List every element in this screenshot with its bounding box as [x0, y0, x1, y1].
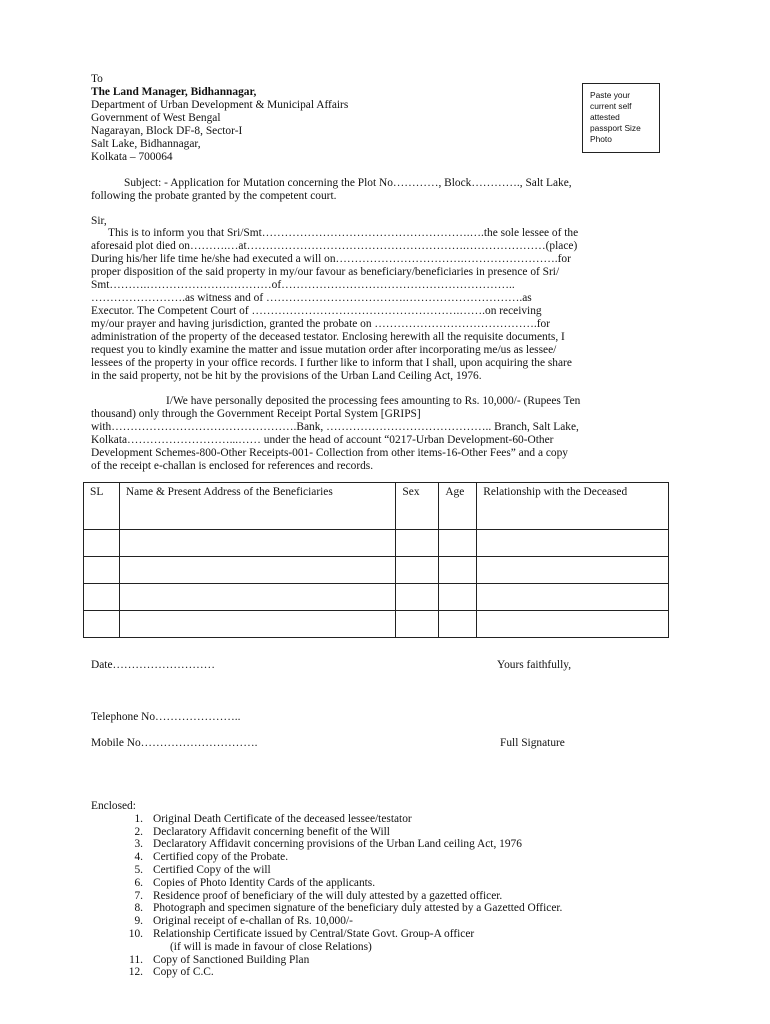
- table-cell[interactable]: [119, 611, 396, 638]
- paragraph-line: Kolkata………………………...…… under the head of account “0217-Urban Development-60-Other: [91, 434, 554, 446]
- paragraph-line: During his/her life time he/she had executed a will on…………………………….…………………….for: [91, 253, 571, 265]
- table-cell[interactable]: [396, 584, 439, 611]
- beneficiaries-table: [83, 482, 669, 638]
- address-line: Salt Lake, Bidhannagar,: [91, 138, 201, 150]
- list-item-number: 1.: [134, 812, 143, 825]
- table-cell[interactable]: [396, 530, 439, 557]
- paragraph-line: with………………………………………….Bank, …………………………………….. Branch, Salt Lake,: [91, 421, 579, 433]
- paragraph-line: thousand) only through the Government Receipt Portal System [GRIPS]: [91, 408, 421, 420]
- list-item-text: Original Death Certificate of the deceased lessee/testator: [153, 812, 412, 825]
- list-item-text: Declaratory Affidavit concerning provisions of the Urban Land ceiling Act, 1976: [153, 838, 522, 851]
- full-signature-label: Full Signature: [500, 737, 565, 749]
- table-header-cell: Sex: [396, 483, 439, 530]
- list-item: [91, 902, 562, 915]
- address-to: To: [91, 73, 103, 85]
- paragraph-line: I/We have personally deposited the processing fees amounting to Rs. 10,000/- (Rupees Ten: [166, 395, 581, 407]
- table-cell[interactable]: [119, 584, 396, 611]
- table-cell[interactable]: [439, 530, 477, 557]
- list-item-number: 2.: [134, 825, 143, 838]
- list-item: [91, 864, 562, 877]
- table-cell[interactable]: [439, 557, 477, 584]
- list-item: [91, 813, 562, 826]
- list-item-number: 5.: [134, 863, 143, 876]
- table-cell[interactable]: [119, 557, 396, 584]
- subject-line: Subject: - Application for Mutation concerning the Plot No…………, Block…………., Salt Lake,: [124, 177, 572, 189]
- enclosed-title: Enclosed:: [91, 800, 136, 812]
- table-cell[interactable]: [477, 611, 669, 638]
- paragraph-line: Smt……….……………………………of……………………………………………………..: [91, 279, 515, 291]
- recipient-title: The Land Manager, Bidhannagar,: [91, 86, 257, 98]
- list-item-text: Certified copy of the Probate.: [153, 851, 289, 864]
- list-item: [91, 877, 562, 890]
- table-header-cell: SL: [84, 483, 120, 530]
- table-header-cell: Age: [439, 483, 477, 530]
- list-item-text: Original receipt of e-challan of Rs. 10,000/-: [153, 915, 353, 928]
- list-item: [91, 928, 562, 941]
- table-cell[interactable]: [396, 557, 439, 584]
- table-cell[interactable]: [477, 584, 669, 611]
- list-item-subtext: (if will is made in favour of close Relations): [170, 940, 372, 953]
- table-row[interactable]: [84, 530, 669, 557]
- list-item: [91, 915, 562, 928]
- table-cell[interactable]: [84, 530, 120, 557]
- table-row[interactable]: [84, 584, 669, 611]
- list-item-number: 9.: [134, 915, 143, 928]
- list-item-text: Copy of C.C.: [153, 966, 214, 979]
- photo-box-line: attested: [590, 112, 620, 122]
- enclosed-list: [91, 800, 562, 979]
- paragraph-line: my/our prayer and having jurisdiction, granted the probate on …………………………………….for: [91, 318, 551, 330]
- list-item-number: 6.: [134, 876, 143, 889]
- photo-placeholder-box: [582, 83, 660, 153]
- list-item: [91, 890, 562, 903]
- table-header-row: [84, 483, 669, 530]
- paragraph-line: administration of the property of the deceased testator. Enclosing herewith all the requisite documents, I: [91, 331, 565, 343]
- date-field: Date………………………: [91, 659, 216, 671]
- list-item-number: 10.: [128, 927, 143, 940]
- list-item-number: 3.: [134, 838, 143, 851]
- table-cell[interactable]: [439, 611, 477, 638]
- table-cell[interactable]: [84, 611, 120, 638]
- table-cell[interactable]: [439, 584, 477, 611]
- table-cell[interactable]: [477, 557, 669, 584]
- list-item-text: Residence proof of beneficiary of the will duly attested by a gazetted officer.: [153, 889, 503, 902]
- photo-box-line: current self: [590, 101, 632, 111]
- list-item-number: 11.: [129, 953, 143, 966]
- photo-box-line: passport Size: [590, 123, 641, 133]
- telephone-field: Telephone No…………………..: [91, 711, 241, 723]
- list-item: [91, 838, 562, 851]
- list-item-number: 4.: [134, 851, 143, 864]
- address-line: Kolkata – 700064: [91, 151, 173, 163]
- table-header-cell: Name & Present Address of the Beneficiaries: [119, 483, 396, 530]
- list-item: [91, 826, 562, 839]
- list-item-number: 8.: [134, 902, 143, 915]
- address-line: Department of Urban Development & Municipal Affairs: [91, 99, 349, 111]
- table-cell[interactable]: [477, 530, 669, 557]
- table-cell[interactable]: [396, 611, 439, 638]
- address-line: Government of West Bengal: [91, 112, 221, 124]
- yours-faithfully: Yours faithfully,: [497, 659, 572, 671]
- paragraph-line: aforesaid plot died on……….…at………………………………………………….…………………(place): [91, 240, 578, 252]
- list-item-text: Photograph and specimen signature of the beneficiary duly attested by a Gazetted Officer.: [153, 902, 563, 915]
- table-header-cell: Relationship with the Deceased: [477, 483, 669, 530]
- list-item-text: Relationship Certificate issued by Central/State Govt. Group-A officer: [153, 927, 475, 940]
- table-cell[interactable]: [84, 584, 120, 611]
- table-cell[interactable]: [84, 557, 120, 584]
- paragraph-line: lessees of the property in your office records. I further like to inform that I shall, upon acquiring the share: [91, 357, 572, 369]
- paragraph-line: request you to kindly examine the matter and issue mutation order after incorporating me/us as lessee/: [91, 344, 557, 356]
- list-item-text: Copy of Sanctioned Building Plan: [153, 953, 310, 966]
- list-item-number: 12.: [128, 966, 143, 979]
- address-line: Nagarayan, Block DF-8, Sector-I: [91, 125, 243, 137]
- paragraph-line: of the receipt e-challan is enclosed for references and records.: [91, 460, 374, 472]
- paragraph-line: in the said property, not be hit by the provisions of the Urban Land Ceiling Act, 1976.: [91, 370, 482, 382]
- mobile-field: Mobile No………………………….: [91, 737, 258, 749]
- list-item-text: Copies of Photo Identity Cards of the applicants.: [153, 876, 376, 889]
- list-item: [91, 954, 562, 967]
- photo-box-line: Paste your: [590, 90, 631, 100]
- paragraph-line: This is to inform you that Sri/Smt……………………………………………….….the sole lessee of the: [108, 227, 579, 239]
- salutation: Sir,: [91, 215, 107, 227]
- photo-box-line: Photo: [590, 134, 612, 144]
- list-item-text: Declaratory Affidavit concerning benefit of the Will: [153, 825, 390, 838]
- paragraph-line: Executor. The Competent Court of ……………………………………………….…….on receiving: [91, 305, 542, 317]
- table-cell[interactable]: [119, 530, 396, 557]
- table-row[interactable]: [84, 557, 669, 584]
- subject-line: following the probate granted by the competent court.: [91, 190, 337, 202]
- paragraph-line: proper disposition of the said property in my/our favour as beneficiary/beneficiaries in presence of Sri/: [91, 266, 560, 278]
- paragraph-line: Development Schemes-800-Other Receipts-001- Collection from other items-16-Other Fees” and a copy: [91, 447, 568, 459]
- list-item: [91, 851, 562, 864]
- paragraph-line: …………………….as witness and of ……………………………….………………………….as: [91, 292, 532, 304]
- list-item: [91, 966, 562, 979]
- table-row[interactable]: [84, 611, 669, 638]
- list-item-text: Certified Copy of the will: [153, 863, 271, 876]
- list-item-number: 7.: [134, 889, 143, 902]
